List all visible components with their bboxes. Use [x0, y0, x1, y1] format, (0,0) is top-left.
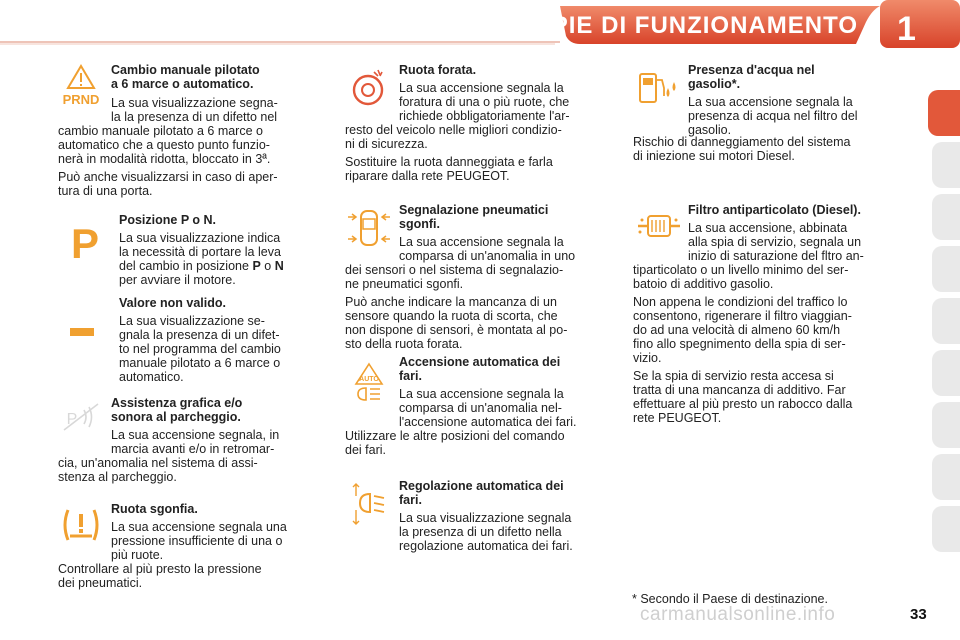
section-title: Posizione P o N. — [119, 213, 217, 227]
section-accensione: Accensione automatica dei fari. La sua accensione segnala la comparsa di un'anomalia nel- l'accensione automatica dei fari. — [399, 355, 615, 429]
section-assistenza — [111, 396, 325, 428]
chapter-tab-5[interactable] — [932, 298, 960, 344]
chapter-tab-8[interactable] — [932, 454, 960, 500]
chapter-number: 1 — [897, 10, 916, 48]
section-assistenza-body: La sua accensione segnala, in marcia avanti e/o in retromar- cia, un'anomalia nel sistema di assi- stenza al parcheggio. — [58, 428, 280, 484]
svg-text:P: P — [66, 411, 78, 428]
flat-tyre-icon — [346, 66, 390, 108]
section-filtro-body: tiparticolato o un livello minimo del ser- batoio di additivo gasolio. Non appena le condizioni del traffico lo consentono, rigenerare il filtro viaggian- do ad una velocità di almeno 60 km/h fino allo spegnimento della spia di ser- vizio. Se la spia di servizio resta accesa si tratta di una mancanza di additivo. Far effettuare al più presto un rabocco dalla rete PEUGEOT. — [633, 263, 853, 425]
section-acqua-note: Rischio di danneggiamento del sistema di iniezione sui motori Diesel. — [633, 135, 851, 163]
footnote: * Secondo il Paese di destinazione. — [632, 592, 828, 606]
section-segnalazione: Segnalazione pneumatici sgonfi. La sua accensione segnala la comparsa di un'anomalia in uno — [399, 203, 615, 263]
section-cambio-body: La sua visualizzazione segna- la la presenza di un difetto nel cambio manuale pilotato a 6 marce o automatico che a questo punto funzio- nerà in modalità ridotta, bloccato in 3ª. Può anche visualizzarsi in caso di aper- tura di una porta. — [58, 96, 278, 198]
section-title: Filtro antiparticolato (Diesel). — [688, 203, 861, 217]
water-in-diesel-icon — [636, 66, 680, 106]
section-acqua: Presenza d'acqua nel gasolio*. La sua accensione segnala la presenza di acqua nel filtro del gasolio. — [688, 63, 904, 137]
section-segnalazione-body: dei sensori o nel sistema di segnalazio- ne pneumatici sgonfi. Può anche indicare la mancanza di un sensore quando la ruota di scorta, che non dispone di sensori, è montata al po- sto della ruota forata. — [345, 263, 568, 351]
low-tyre-pressure-icon — [60, 506, 102, 544]
chapter-tabs — [928, 70, 960, 590]
section-title: Assistenza grafica e/o sonora al parcheggio. — [111, 396, 243, 424]
svg-text:P: P — [70, 222, 100, 262]
section-title: Cambio manuale pilotato a 6 marce o automatico. — [111, 63, 260, 91]
section-title: Regolazione automatica dei fari. — [399, 479, 564, 507]
page-title: SPIE DI FUNZIONAMENTO — [534, 12, 858, 39]
section-title: Valore non valido. — [119, 296, 226, 310]
section-title: Accensione automatica dei fari. — [399, 355, 561, 383]
particle-filter-icon — [636, 212, 682, 242]
p-position-icon — [66, 222, 104, 262]
chapter-tab-4[interactable] — [932, 246, 960, 292]
page-number: 33 — [910, 606, 927, 623]
tyre-sensor-icon — [346, 205, 392, 251]
section-title: Ruota forata. — [399, 63, 477, 77]
chapter-tab-3[interactable] — [932, 194, 960, 240]
invalid-value-icon — [68, 325, 98, 339]
chapter-tab-1[interactable] — [928, 90, 960, 136]
chapter-tab-6[interactable] — [932, 350, 960, 396]
section-posizione: Posizione P o N. La sua visualizzazione indica la necessità di portare la leva del cambio in posizione P o N per avviare il motore. — [119, 213, 325, 287]
headlamp-leveling-icon — [348, 482, 388, 526]
section-filtro: Filtro antiparticolato (Diesel). La sua accensione, abbinata alla spia di servizio, segnala un inizio di saturazione del fltro an- — [688, 203, 904, 263]
section-valore: Valore non valido. La sua visualizzazione se- gnala la presenza di un difet- to nel programma del cambio manuale pilotato a 6 marce o automatico. — [119, 296, 325, 384]
section-sgonfia: Ruota sgonfia. La sua accensione segnala una pressione insufficiente di una o più ruote. — [111, 502, 325, 562]
section-forata-body: resto del veicolo nelle migliori condizio- ni di sicurezza. Sostituire la ruota danneggiata e farla riparare dalla rete PEUGEOT. — [345, 123, 562, 183]
section-forata: Ruota forata. La sua accensione segnala la foratura di una o più ruote, che richiede obbligatoriamente l'ar- — [399, 63, 615, 123]
section-cambio — [111, 63, 325, 95]
chapter-tab-9[interactable] — [932, 506, 960, 552]
chapter-tab-2[interactable] — [932, 142, 960, 188]
section-accensione-note: Utilizzare le altre posizioni del comando dei fari. — [345, 429, 565, 457]
prnd-label: PRND — [62, 92, 100, 107]
svg-text:AUTO: AUTO — [359, 376, 379, 383]
section-sgonfia-note: Controllare al più presto la pressione dei pneumatici. — [58, 562, 262, 590]
section-title: Ruota sgonfia. — [111, 502, 198, 516]
section-title: Presenza d'acqua nel gasolio*. — [688, 63, 815, 91]
page-header — [0, 0, 960, 50]
section-regolazione: Regolazione automatica dei fari. La sua visualizzazione segnala la presenza di un difetto nella regolazione automatica dei fari. — [399, 479, 615, 553]
chapter-tab-7[interactable] — [932, 402, 960, 448]
auto-headlamp-icon — [352, 362, 386, 402]
watermark: carmanualsonline.info — [640, 604, 836, 625]
section-title: Segnalazione pneumatici sgonfi. — [399, 203, 549, 231]
